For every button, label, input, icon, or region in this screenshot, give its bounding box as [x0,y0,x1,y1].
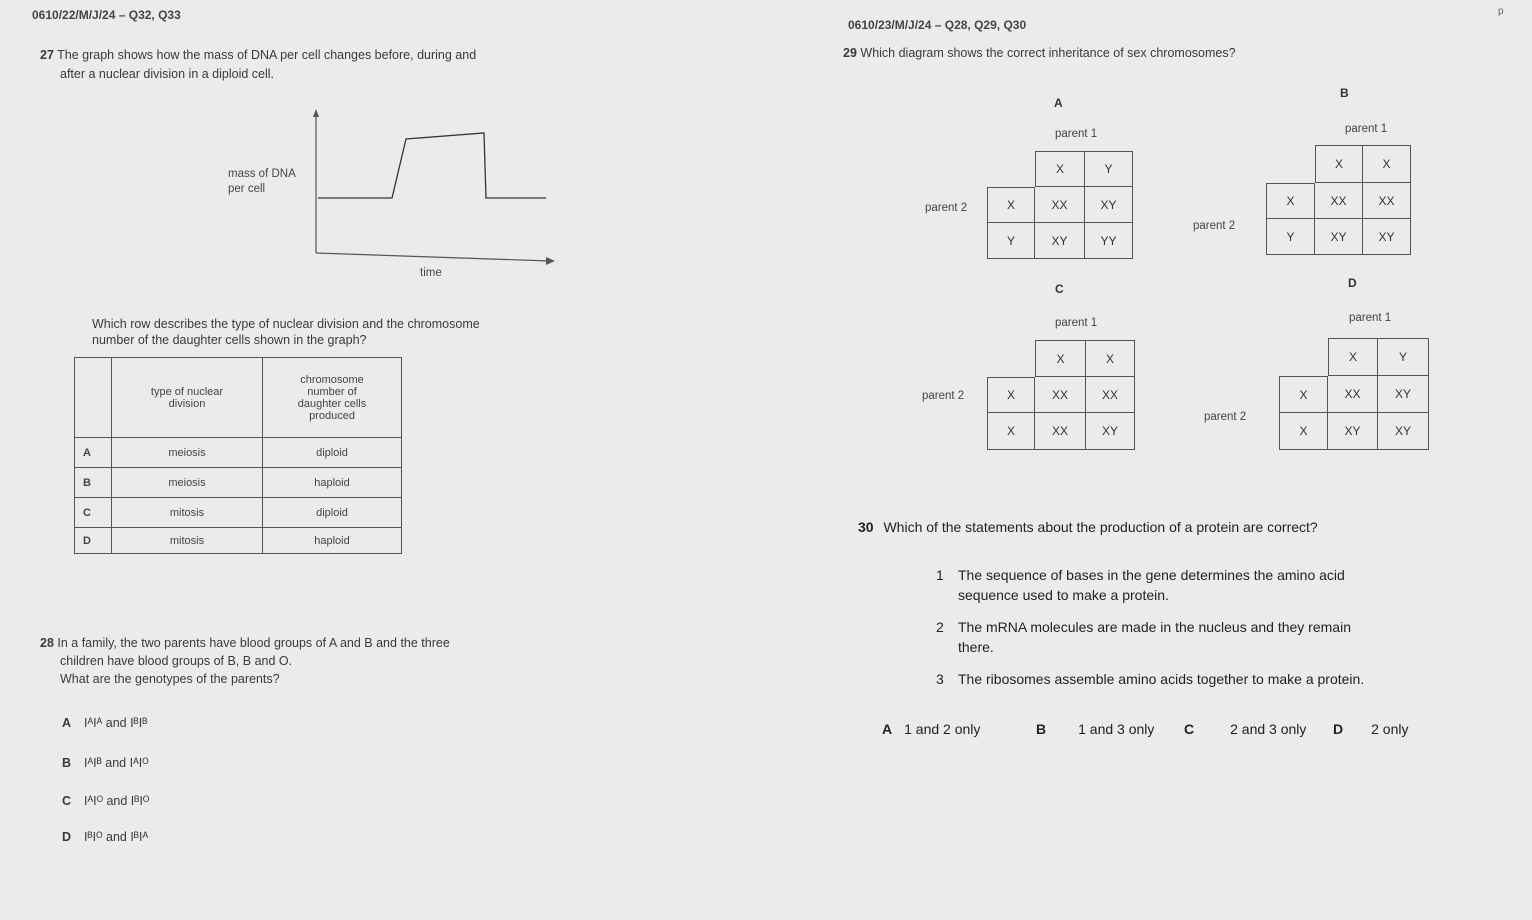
diagram-a-parent1-label: parent 1 [1055,128,1098,140]
statement-number: 2 [936,619,944,635]
q28-number: 28 [40,636,54,650]
graph-y-arrow [313,109,319,117]
grid-cell: XY [1086,413,1135,450]
diagram-d-letter: D [1348,276,1357,290]
corner-mark: p [1498,6,1504,17]
grid-header: X [1035,340,1086,377]
q27-text-line2: after a nuclear division in a diploid cell. [60,67,275,81]
statement-line1: The ribosomes assemble amino acids together to make a protein. [958,671,1365,687]
row-division: meiosis [112,438,263,468]
table-row [75,438,402,468]
diagram-c-parent2-label: parent 2 [922,390,965,402]
grid-cell: XY [1378,413,1429,450]
grid-cell: XY [1035,223,1085,259]
q28-option-c[interactable] [62,794,149,808]
diagram-a-parent2-label: parent 2 [925,202,968,214]
q30-option-d[interactable] [1333,721,1408,737]
q27-question-line2: number of the daughter cells shown in the graph? [92,333,367,347]
q28-option-a[interactable] [62,716,147,730]
option-key: D [1333,721,1344,737]
dna-mass-graph [210,105,570,290]
grid-header: Y [987,223,1035,259]
grid-header: X [1266,183,1315,219]
grid-header: X [1279,376,1328,413]
diagram-d-parent1-label: parent 1 [1349,312,1392,324]
q29-text: Which diagram shows the correct inheritance of sex chromosomes? [860,46,1236,60]
header-number-line2: number of [307,385,357,398]
diagram-b-grid [1266,145,1411,255]
table-row [75,498,402,528]
option-key: C [1184,721,1195,737]
q27-question [92,316,480,348]
q27-question-line1: Which row describes the type of nuclear division and the chromosome [92,317,480,331]
diagram-d-grid [1279,338,1429,450]
q28-text-line2: children have blood groups of B, B and O. [60,654,293,668]
statement-line1: The mRNA molecules are made in the nucleus and they remain [958,619,1351,635]
table-header-division [112,358,263,438]
diagram-c-grid [987,340,1135,450]
graph-ylabel-line2: per cell [228,183,266,195]
q27-number: 27 [40,48,54,62]
grid-cell: XX [1086,377,1135,413]
grid-cell: XY [1363,219,1411,255]
q28-text-line1: In a family, the two parents have blood groups of A and B and the three [57,636,450,650]
graph-ylabel [228,167,296,197]
option-text: 2 and 3 only [1230,721,1307,737]
grid-corner [987,340,1035,377]
header-number-line1: chromosome [300,373,364,386]
q29-number: 29 [843,46,857,60]
q30-option-a[interactable] [882,721,980,737]
graph-x-axis [316,253,550,261]
statement-2 [936,617,1351,657]
graph-ylabel-line1: mass of DNA [228,168,296,180]
grid-cell: XX [1035,413,1086,450]
statement-1 [936,565,1345,605]
q27-table [74,357,402,554]
statement-number: 1 [936,567,944,583]
option-text: 1 and 2 only [904,721,981,737]
grid-header: X [1086,340,1135,377]
table-corner [75,358,112,438]
row-key: B [75,468,112,498]
grid-cell: XX [1363,183,1411,219]
diagram-a-letter: A [1054,96,1063,110]
header-division-line1: type of nuclear [150,385,224,398]
row-key: D [75,528,112,554]
diagram-a-grid [987,151,1133,259]
option-key: B [62,756,72,770]
statement-line1: The sequence of bases in the gene determines the amino acid [958,567,1345,583]
row-number: haploid [263,528,402,554]
grid-cell: XY [1378,376,1429,413]
grid-cell: XY [1315,219,1363,255]
q30-number: 30 [858,519,874,535]
grid-header: X [987,187,1035,223]
diagram-b-parent1-label: parent 1 [1345,123,1388,135]
grid-header: Y [1266,219,1315,255]
q28-option-b[interactable] [62,756,149,770]
left-header: 0610/22/M/J/24 – Q32, Q33 [32,8,181,22]
grid-header: X [987,413,1035,450]
option-text: IᴮIᴼ and IᴮIᴬ [84,830,149,844]
q30-text: Which of the statements about the production of a protein are correct? [883,519,1318,535]
dna-mass-trace [318,133,546,198]
q30-stem [858,518,1318,537]
grid-corner [987,151,1035,187]
grid-corner [1279,338,1328,376]
row-key: A [75,438,112,468]
option-text: IᴬIᴼ and IᴮIᴼ [84,794,150,808]
option-text: IᴬIᴮ and IᴬIᴼ [84,756,149,770]
header-division-line2: division [168,397,206,410]
grid-header: Y [1085,151,1133,187]
grid-cell: XX [1035,187,1085,223]
option-text: IᴬIᴬ and IᴮIᴮ [84,716,148,730]
row-division: mitosis [112,528,263,554]
option-key: C [62,794,72,808]
q27-stem [40,46,476,84]
q29-stem [843,44,1236,63]
grid-cell: YY [1085,223,1133,259]
row-division: mitosis [112,498,263,528]
diagram-d-parent2-label: parent 2 [1204,411,1247,423]
row-key: C [75,498,112,528]
table-row [75,528,402,554]
q28-stem [40,634,450,688]
statement-line2: sequence used to make a protein. [958,587,1169,603]
graph-xlabel: time [420,267,442,279]
grid-header: X [1328,338,1378,376]
statement-number: 3 [936,671,944,687]
header-number-line3: daughter cells [297,397,367,410]
row-number: diploid [263,498,402,528]
diagram-b-letter: B [1340,86,1349,100]
table-header-number [263,358,402,438]
table-row [75,468,402,498]
diagram-c-letter: C [1055,282,1064,296]
grid-cell: XY [1328,413,1378,450]
option-key: A [882,721,893,737]
option-key: D [62,830,72,844]
q30-option-b[interactable] [1036,721,1154,737]
grid-cell: XX [1315,183,1363,219]
q28-option-d[interactable] [62,830,148,844]
grid-header: X [1035,151,1085,187]
q27-text-line1: The graph shows how the mass of DNA per cell changes before, during and [57,48,477,62]
q28-text-line3: What are the genotypes of the parents? [60,672,280,686]
statement-line2: there. [958,639,994,655]
grid-corner [1266,145,1315,183]
diagram-c-parent1-label: parent 1 [1055,317,1098,329]
row-number: diploid [263,438,402,468]
diagram-b-parent2-label: parent 2 [1193,220,1236,232]
graph-x-arrow [546,257,555,265]
option-text: 1 and 3 only [1078,721,1155,737]
row-number: haploid [263,468,402,498]
q30-option-c[interactable] [1184,721,1306,737]
row-division: meiosis [112,468,263,498]
option-text: 2 only [1371,721,1409,737]
grid-cell: XX [1328,376,1378,413]
grid-header: X [987,377,1035,413]
option-key: A [62,716,72,730]
grid-cell: XY [1085,187,1133,223]
grid-cell: XX [1035,377,1086,413]
header-number-line4: produced [309,409,355,422]
grid-header: X [1315,145,1363,183]
right-header: 0610/23/M/J/24 – Q28, Q29, Q30 [848,18,1027,32]
grid-header: X [1279,413,1328,450]
option-key: B [1036,721,1047,737]
statement-3 [936,669,1364,689]
grid-header: X [1363,145,1411,183]
grid-header: Y [1378,338,1429,376]
